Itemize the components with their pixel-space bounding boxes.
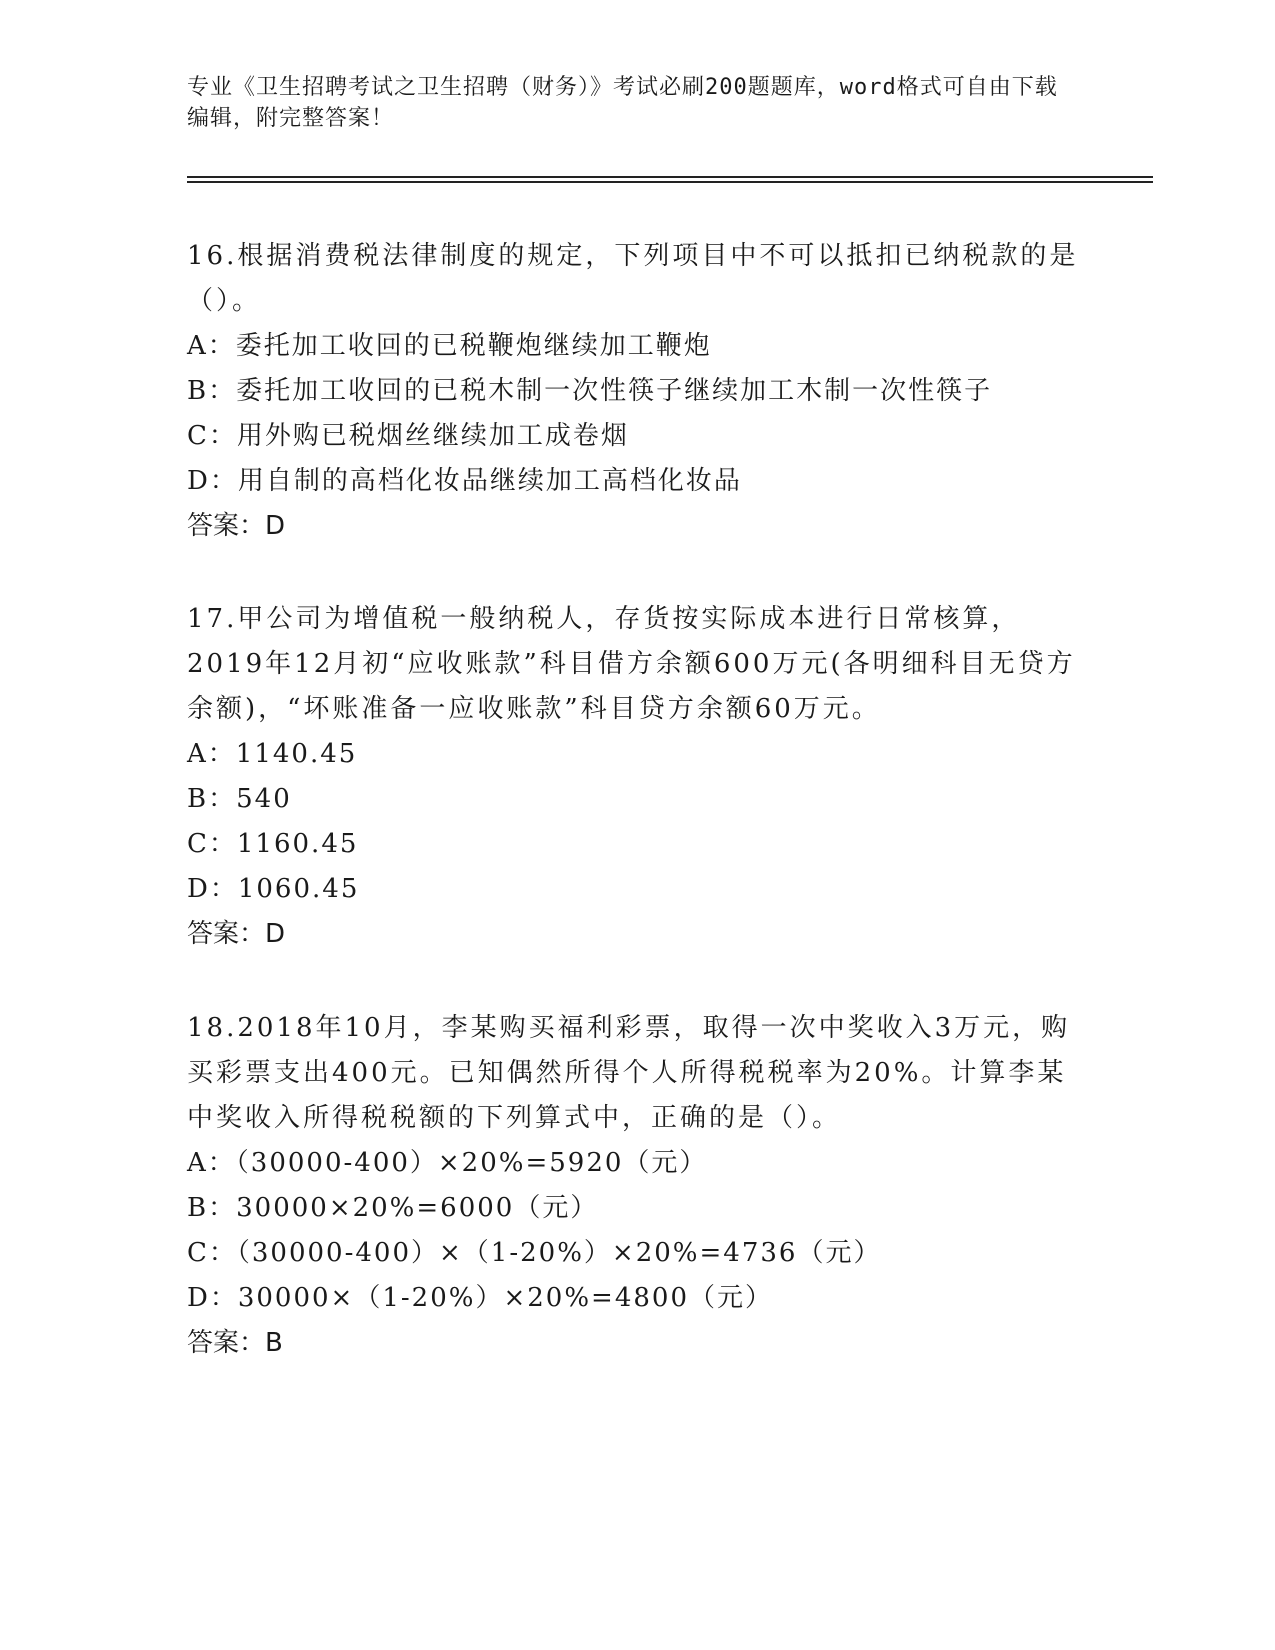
option-c: C：（30000-400）×（1-20%）×20%=4736（元） — [187, 1238, 882, 1268]
answer-line: 答案：D — [187, 919, 286, 949]
question-16 — [187, 234, 1087, 549]
document-header: 专业《卫生招聘考试之卫生招聘（财务）》考试必刷200题题库，word格式可自由下载编辑，附完整答案！ — [187, 75, 1058, 131]
option-b: B：委托加工收回的已税木制一次性筷子继续加工木制一次性筷子 — [187, 376, 993, 406]
option-a: A：委托加工收回的已税鞭炮继续加工鞭炮 — [187, 331, 712, 361]
option-a: A：（30000-400）×20%=5920（元） — [187, 1148, 708, 1178]
question-stem: 16.根据消费税法律制度的规定，下列项目中不可以抵扣已纳税款的是（）。 — [187, 241, 1079, 316]
header-divider-top — [187, 176, 1153, 178]
option-c: C：1160.45 — [187, 829, 359, 859]
question-18 — [187, 1006, 1087, 1366]
question-17 — [187, 597, 1087, 957]
option-c: C：用外购已税烟丝继续加工成卷烟 — [187, 421, 629, 451]
question-stem: 17.甲公司为增值税一般纳税人，存货按实际成本进行日常核算，2019年12月初“应收账款”科目借方余额600万元(各明细科目无贷方余额)，“坏账准备一应收账款”科目贷方余额60万元。 — [187, 604, 1076, 724]
option-d: D：用自制的高档化妆品继续加工高档化妆品 — [187, 466, 742, 496]
option-b: B：30000×20%=6000（元） — [187, 1193, 599, 1223]
answer-line: 答案：D — [187, 511, 286, 541]
answer-line: 答案：B — [187, 1328, 283, 1358]
question-stem: 18.2018年10月，李某购买福利彩票，取得一次中奖收入3万元，购买彩票支出400元。已知偶然所得个人所得税税率为20%。计算李某中奖收入所得税税额的下列算式中，正确的是（）。 — [187, 1013, 1071, 1133]
option-d: D：1060.45 — [187, 874, 360, 904]
option-d: D：30000×（1-20%）×20%=4800（元） — [187, 1283, 773, 1313]
option-b: B：540 — [187, 784, 292, 814]
header-divider-bottom — [187, 181, 1153, 183]
option-a: A：1140.45 — [187, 739, 358, 769]
